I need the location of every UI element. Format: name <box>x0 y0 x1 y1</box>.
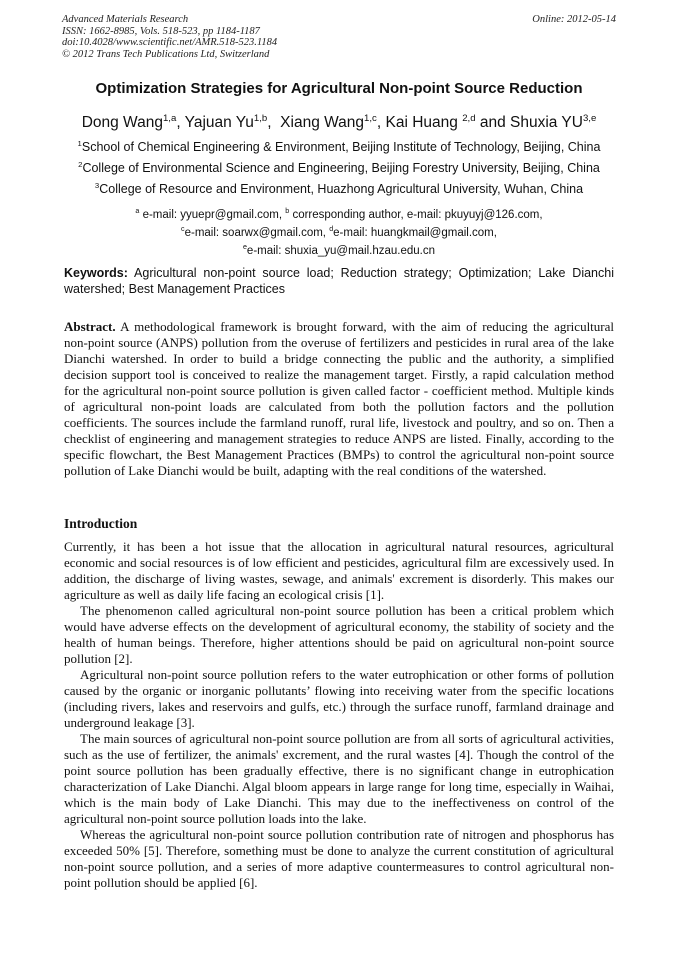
affiliation-mark: 2 <box>78 160 83 169</box>
author-name: Kai Huang <box>385 114 463 132</box>
keywords-text: Agricultural non-point source load; Reduction strategy; Optimization; Lake Dianchi watershed; Best Management Practices <box>64 266 614 296</box>
abstract <box>64 319 614 479</box>
author-affiliation-mark: 1,b <box>253 113 268 124</box>
email-text: e-mail: soarwx@gmail.com, <box>184 226 330 239</box>
journal-header <box>62 14 616 60</box>
affiliation-text: College of Environmental Science and Engineering, Beijing Forestry University, Beijing, China <box>82 161 600 176</box>
author-name: Dong Wang <box>81 114 163 132</box>
author-separator: , <box>176 114 185 132</box>
author-list <box>30 113 648 132</box>
affiliation-3 <box>30 181 648 196</box>
email-text: e-mail: yyuepr@gmail.com, <box>139 208 286 221</box>
journal-name: Advanced Materials Research <box>62 14 189 25</box>
affiliation-text: College of Resource and Environment, Huazhong Agricultural University, Wuhan, China <box>99 182 584 197</box>
email-text: e-mail: shuxia_yu@mail.hzau.edu.cn <box>246 244 436 257</box>
author-affiliation-mark: 1,a <box>162 113 177 124</box>
journal-copyright: © 2012 Trans Tech Publications Ltd, Switzerland <box>62 48 270 60</box>
paragraph: The main sources of agricultural non-point source pollution are from all sorts of agricultural activities, such as the use of fertilizer, the animals' excrement, and the rural wastes [4]. Though the control of the point source pollution has been gradually effective, there is no significant change in eutrophication characterization of Lake Dianchi. Algal bloom appears in large range for long time, especially in Waihai, which is the main body of Lake Dianchi. This may due to the ineffectiveness on control of the agricultural non-point source pollution loads into the lake. <box>64 731 614 826</box>
affiliation-1 <box>30 139 648 154</box>
author-separator: , <box>267 114 281 132</box>
affiliation-mark: 1 <box>77 139 82 148</box>
author-affiliation-mark: 1,c <box>364 113 377 124</box>
keywords-label: Keywords: <box>64 266 128 280</box>
email-line <box>30 204 648 222</box>
abstract-label: Abstract. <box>64 319 116 334</box>
email-line <box>30 222 648 240</box>
paragraph: Agricultural non-point source pollution refers to the water eutrophication or other forms of pollution caused by the organic or inorganic pollutants’ flowing into receiving water from the specific locations (including rivers, lakes and reservoirs and gulfs, etc.) through the surface runoff, farmland drainage and underground leakage [3]. <box>64 667 614 730</box>
journal-issn: ISSN: 1662-8985, Vols. 518-523, pp 1184-1187 <box>62 25 260 37</box>
author-separator: and <box>475 114 511 132</box>
paragraph: Whereas the agricultural non-point source pollution contribution rate of nitrogen and phosphorus has exceeded 50% [5]. Therefore, something must be done to analyze the current constitution of agricultural non-point source pollution, and a series of more adaptive countermeasures to control agricultural non-point pollution should be applied [6]. <box>64 827 614 890</box>
paper-title: Optimization Strategies for Agricultural Non-point Source Reduction <box>95 80 583 97</box>
author-separator: , <box>376 114 386 132</box>
section-heading-introduction: Introduction <box>64 516 138 531</box>
email-mark: e <box>242 242 247 251</box>
email-block <box>30 204 648 257</box>
affiliation-text: School of Chemical Engineering & Environment, Beijing Institute of Technology, Beijing, China <box>81 140 601 155</box>
paragraph: The phenomenon called agricultural non-point source pollution has been a critical problem which would have adverse effects on the development of agricultural economy, the stability of society and the health of human beings. Therefore, higher attentions should be paid on agricultural non-point source pollution [2]. <box>64 603 614 666</box>
paragraph: Currently, it has been a hot issue that the allocation in agricultural natural resources, agricultural economic and social resources is of low efficient and pesticides, agricultural film are excessively used. In addition, the discharge of living wastes, sewage, and animals' excrement is disorderly. This makes our agriculture as well as daily life facing an ecological crisis [1]. <box>64 539 614 602</box>
email-line <box>30 240 648 258</box>
introduction-body <box>64 539 614 891</box>
author-name: Shuxia YU <box>510 114 583 132</box>
email-mark: c <box>181 224 185 233</box>
affiliation-2 <box>30 160 648 175</box>
keywords <box>64 266 614 297</box>
affiliation-mark: 3 <box>94 181 100 190</box>
online-date: Online: 2012-05-14 <box>532 14 616 25</box>
author-affiliation-mark: 2,d <box>462 113 476 124</box>
email-mark: d <box>329 224 334 233</box>
abstract-text: A methodological framework is brought forward, with the aim of reducing the agricultural non-point source (ANPS) pollution from the overuse of fertilizers and pesticides in rural area of the lake Dianchi watershed. In order to build a bridge connecting the public and the authority, a simplified decision support tool is conceived to realize the management target. Firstly, a rapid calculation method for the agricultural non-point source pollution is given called factor - coefficient method. Multiple kinds of agricultural non-point loads are calculated from both the pollution factors and the pollution coefficients. The sources include the farmland runoff, rural life, livestock and poultry, and so on. Then a checklist of engineering and management strategies to reduce ANPS are listed. Finally, according to the specific flowchart, the Best Management Practices (BMPs) to control the agricultural non-point source pollution of Lake Dianchi would be built, adapting with the real conditions of the watershed. <box>64 319 614 478</box>
email-text: corresponding author, e-mail: pkuyuyj@126.com, <box>289 208 543 221</box>
author-name: Yajuan Yu <box>184 114 254 132</box>
journal-doi: doi:10.4028/www.scientific.net/AMR.518-523.1184 <box>62 37 278 49</box>
email-mark: b <box>285 207 290 215</box>
email-text: e-mail: huangkmail@gmail.com, <box>333 226 497 239</box>
author-affiliation-mark: 3,e <box>582 113 597 124</box>
author-name: Xiang Wang <box>280 114 365 132</box>
email-mark: a <box>135 207 140 215</box>
